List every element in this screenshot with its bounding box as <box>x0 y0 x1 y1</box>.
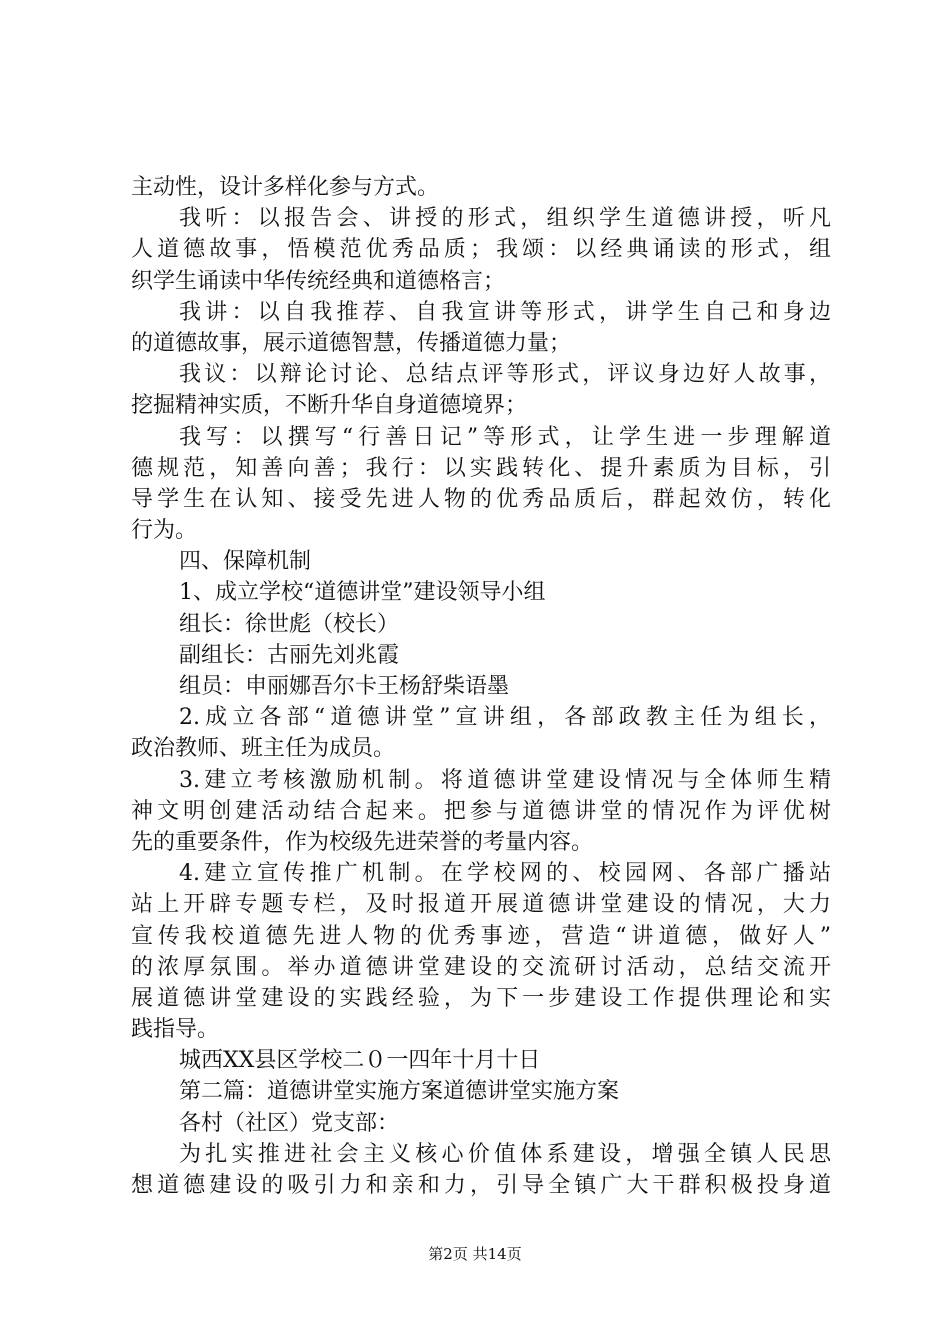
signature-line: 城西XX县区学校二０一四年十月十日 <box>179 1048 541 1074</box>
text-line: 4.建立宣传推广机制。在学校网的、校园网、各部广播站 <box>179 861 831 887</box>
text-line: 的道德故事，展示道德智慧，传播道德力量； <box>131 330 572 356</box>
text-line: 为扎实推进社会主义核心价值体系建设，增强全镇人民思 <box>179 1141 831 1167</box>
page-footer: 第2页 共14页 <box>428 1245 522 1263</box>
text-line: 导学生在认知、接受先进人物的优秀品质后，群起效仿，转化 <box>131 486 831 512</box>
text-line: 行为。 <box>131 518 198 544</box>
text-line: 我议：以辩论讨论、总结点评等形式，评议身边好人故事， <box>179 362 831 388</box>
text-line: 的浓厚氛围。举办道德讲堂建设的交流研讨活动，总结交流开 <box>131 954 831 980</box>
text-line: 展道德讲堂建设的实践经验，为下一步建设工作提供理论和实 <box>131 985 831 1011</box>
text-line: 宣传我校道德先进人物的优秀事迹，营造“讲道德，做好人” <box>131 923 831 949</box>
text-line: 织学生诵读中华传统经典和道德格言； <box>131 268 506 294</box>
text-line: 挖掘精神实质，不断升华自身道德境界； <box>131 393 528 419</box>
text-line: 2.成立各部“道德讲堂”宣讲组，各部政教主任为组长， <box>179 705 831 731</box>
text-line: 站上开辟专题专栏，及时报道开展道德讲堂建设的情况，大力 <box>131 892 831 918</box>
section-heading: 四、保障机制 <box>179 549 312 575</box>
text-line: 人道德故事，悟模范优秀品质；我颂：以经典诵读的形式，组 <box>131 237 831 263</box>
text-line: 先的重要条件，作为校级先进荣誉的考量内容。 <box>131 829 594 855</box>
text-line: 1、成立学校“道德讲堂”建设领导小组 <box>179 580 546 606</box>
text-line: 我听：以报告会、讲授的形式，组织学生道德讲授，听凡 <box>179 206 831 232</box>
text-line: 我讲：以自我推荐、自我宣讲等形式，讲学生自己和身边 <box>179 299 831 325</box>
text-line: 政治教师、班主任为成员。 <box>131 736 396 762</box>
text-line: 神文明创建活动结合起来。把参与道德讲堂的情况作为评优树 <box>131 798 831 824</box>
text-line: 3.建立考核激励机制。将道德讲堂建设情况与全体师生精 <box>179 767 831 793</box>
section-heading: 第二篇：道德讲堂实施方案道德讲堂实施方案 <box>179 1079 620 1105</box>
text-line: 组员：申丽娜吾尔卡王杨舒柴语墨 <box>179 674 510 699</box>
text-line: 主动性，设计多样化参与方式。 <box>131 175 440 200</box>
text-line: 践指导。 <box>131 1017 220 1043</box>
salutation-line: 各村（社区）党支部： <box>179 1110 400 1136</box>
document-body <box>131 172 831 1201</box>
text-line: 组长：徐世彪（校长） <box>179 611 400 637</box>
text-line: 我写：以撰写“行善日记”等形式，让学生进一步理解道 <box>179 424 831 450</box>
text-line: 德规范，知善向善；我行：以实践转化、提升素质为目标，引 <box>131 455 831 481</box>
text-line: 副组长：古丽先刘兆霞 <box>179 642 400 668</box>
text-line: 想道德建设的吸引力和亲和力，引导全镇广大干群积极投身道 <box>131 1173 831 1198</box>
